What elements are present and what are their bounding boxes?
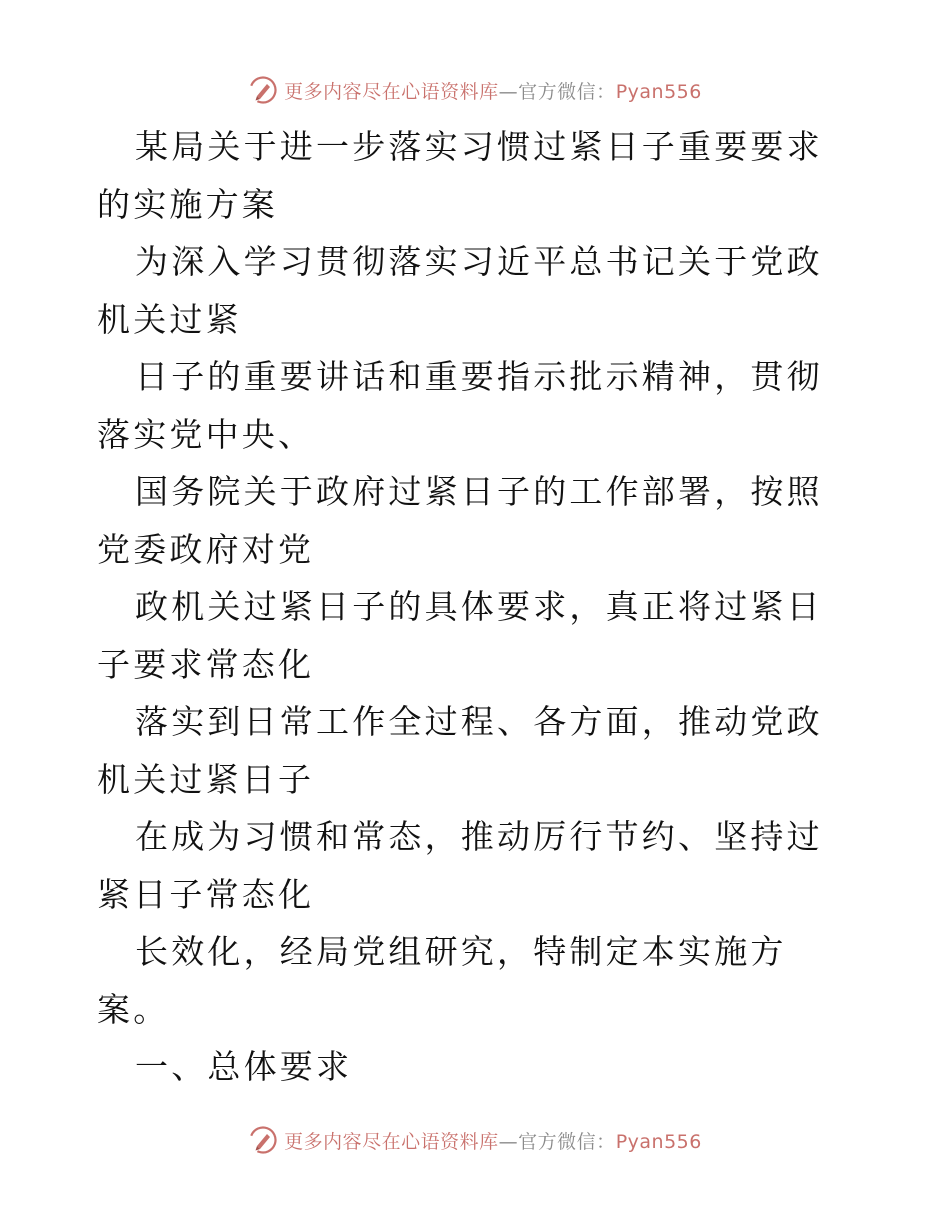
paragraph: 为深入学习贯彻落实习近平总书记关于党政机关过紧 — [97, 242, 823, 339]
header-watermark — [248, 75, 702, 105]
watermark-official-label: 官方微信： — [518, 80, 616, 103]
watermark-text — [284, 77, 702, 104]
watermark-wechat-id: Pyan556 — [615, 1130, 702, 1153]
watermark-brand: 更多内容尽在心语资料库 — [284, 80, 499, 103]
footer-watermark-banner — [0, 1120, 950, 1160]
document-body — [97, 118, 857, 1096]
watermark-wechat-id: Pyan556 — [615, 80, 702, 103]
paragraph: 日子的重要讲话和重要指示批示精神，贯彻落实党中央、 — [97, 357, 823, 454]
watermark-brand: 更多内容尽在心语资料库 — [284, 1130, 499, 1153]
paragraph: 在成为习惯和常态，推动厉行节约、坚持过紧日子常态化 — [97, 817, 823, 914]
watermark-separator: — — [498, 80, 519, 103]
paragraph: 政机关过紧日子的具体要求，真正将过紧日子要求常态化 — [97, 587, 823, 684]
header-watermark-banner — [0, 70, 950, 110]
paragraph: 国务院关于政府过紧日子的工作部署，按照党委政府对党 — [97, 472, 823, 569]
pen-in-circle-icon — [248, 1125, 278, 1155]
document-title: 某局关于进一步落实习惯过紧日子重要要求的实施方案 — [97, 127, 823, 224]
footer-watermark — [248, 1125, 702, 1155]
paragraph: 长效化，经局党组研究，特制定本实施方案。 — [97, 932, 787, 1029]
section-heading: 一、总体要求 — [135, 1047, 353, 1086]
watermark-separator: — — [498, 1130, 519, 1153]
watermark-text — [284, 1127, 702, 1154]
watermark-official-label: 官方微信： — [518, 1130, 616, 1153]
paragraph: 落实到日常工作全过程、各方面，推动党政机关过紧日子 — [97, 702, 823, 799]
pen-in-circle-icon — [248, 75, 278, 105]
